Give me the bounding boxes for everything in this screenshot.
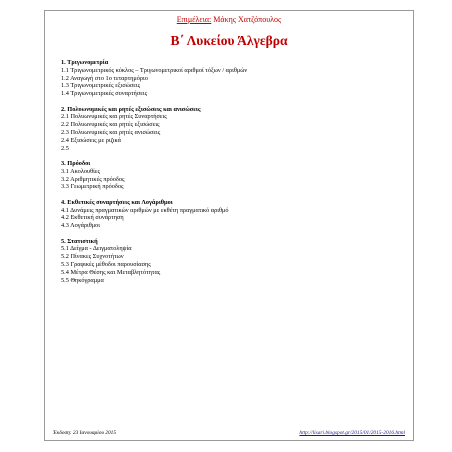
toc-item: 3.3 Γεωμετρική πρόοδος xyxy=(61,183,124,191)
document-page xyxy=(44,10,414,441)
toc-section xyxy=(61,106,405,153)
page-title: Β΄ Λυκείου Άλγεβρα xyxy=(170,33,288,48)
blog-link[interactable]: http://lisari.blogspot.gr/2015/01/2015-2016.html xyxy=(299,430,405,436)
toc-item: 1.4 Τριγωνομετρικές συναρτήσεις xyxy=(61,90,148,98)
toc-item: 1.1 Τριγωνομετρικός κύκλος – Τριγωνομετρικοί αριθμοί τόξων / αριθμών xyxy=(61,66,248,74)
toc-section xyxy=(61,199,405,230)
toc-item: 4.1 Δυνάμεις πραγματικών αριθμών με εκθέτη πραγματικό αριθμό xyxy=(61,206,229,214)
toc-item: 5.5 Θηκόγραμμα xyxy=(61,276,104,284)
toc-item: 5.3 Γραφικές μέθοδοι παρουσίασης xyxy=(61,260,151,268)
toc-item: 4.3 Λογάριθμοι xyxy=(61,222,100,230)
section-heading: 4. Εκθετικές συναρτήσεις και Λογάριθμοι xyxy=(61,198,173,206)
toc-item: 5.1 Δείγμα - Δειγματοληψία xyxy=(61,245,132,253)
toc-item: 2.3 Πολυωνυμικές και ρητές ανισώσεις xyxy=(61,128,161,136)
toc-section xyxy=(61,59,405,98)
toc-item: 3.1 Ακολουθίες xyxy=(61,167,100,175)
toc-item: 5.2 Πίνακες Συχνοτήτων xyxy=(61,253,124,261)
table-of-contents xyxy=(61,59,405,292)
author-prefix: Επιμέλεια: xyxy=(176,15,212,24)
toc-item: 2.4 Εξισώσεις με ριζικά xyxy=(61,136,121,144)
author-header xyxy=(45,15,413,24)
toc-section xyxy=(61,238,405,285)
toc-item: 5.4 Μέτρα Θέσης και Μεταβλητότητας xyxy=(61,268,161,276)
author-name: Μάκης Χατζόπουλος xyxy=(213,15,282,24)
toc-item: 1.2 Αναγωγή στο 1ο τεταρτημόριο xyxy=(61,74,148,82)
toc-item: 3.2 Αριθμητικές πρόοδος xyxy=(61,175,125,183)
toc-item: 2.1 Πολυωνυμικές και ρητές Συναρτήσεις xyxy=(61,113,167,121)
section-heading: 3. Πρόοδοι xyxy=(61,159,91,167)
toc-item: 1.3 Τριγωνομετρικές εξισώσεις xyxy=(61,82,141,90)
toc-item: 4.2 Εκθετική συνάρτηση xyxy=(61,214,124,222)
toc-item: 2.2 Πολυωνυμικές και ρητές εξισώσεις xyxy=(61,121,160,129)
section-heading: 5. Στατιστική xyxy=(61,237,98,245)
section-heading: 1. Τριγωνομετρία xyxy=(61,59,109,66)
toc-section xyxy=(61,160,405,191)
toc-item: 2.5 xyxy=(61,144,69,152)
section-heading: 2. Πολυωνυμικές και ρητές εξισώσεις και ανισώσεις xyxy=(61,105,201,113)
edition-date: Έκδοση: 23 Ιανουαρίου 2015 xyxy=(53,430,117,436)
